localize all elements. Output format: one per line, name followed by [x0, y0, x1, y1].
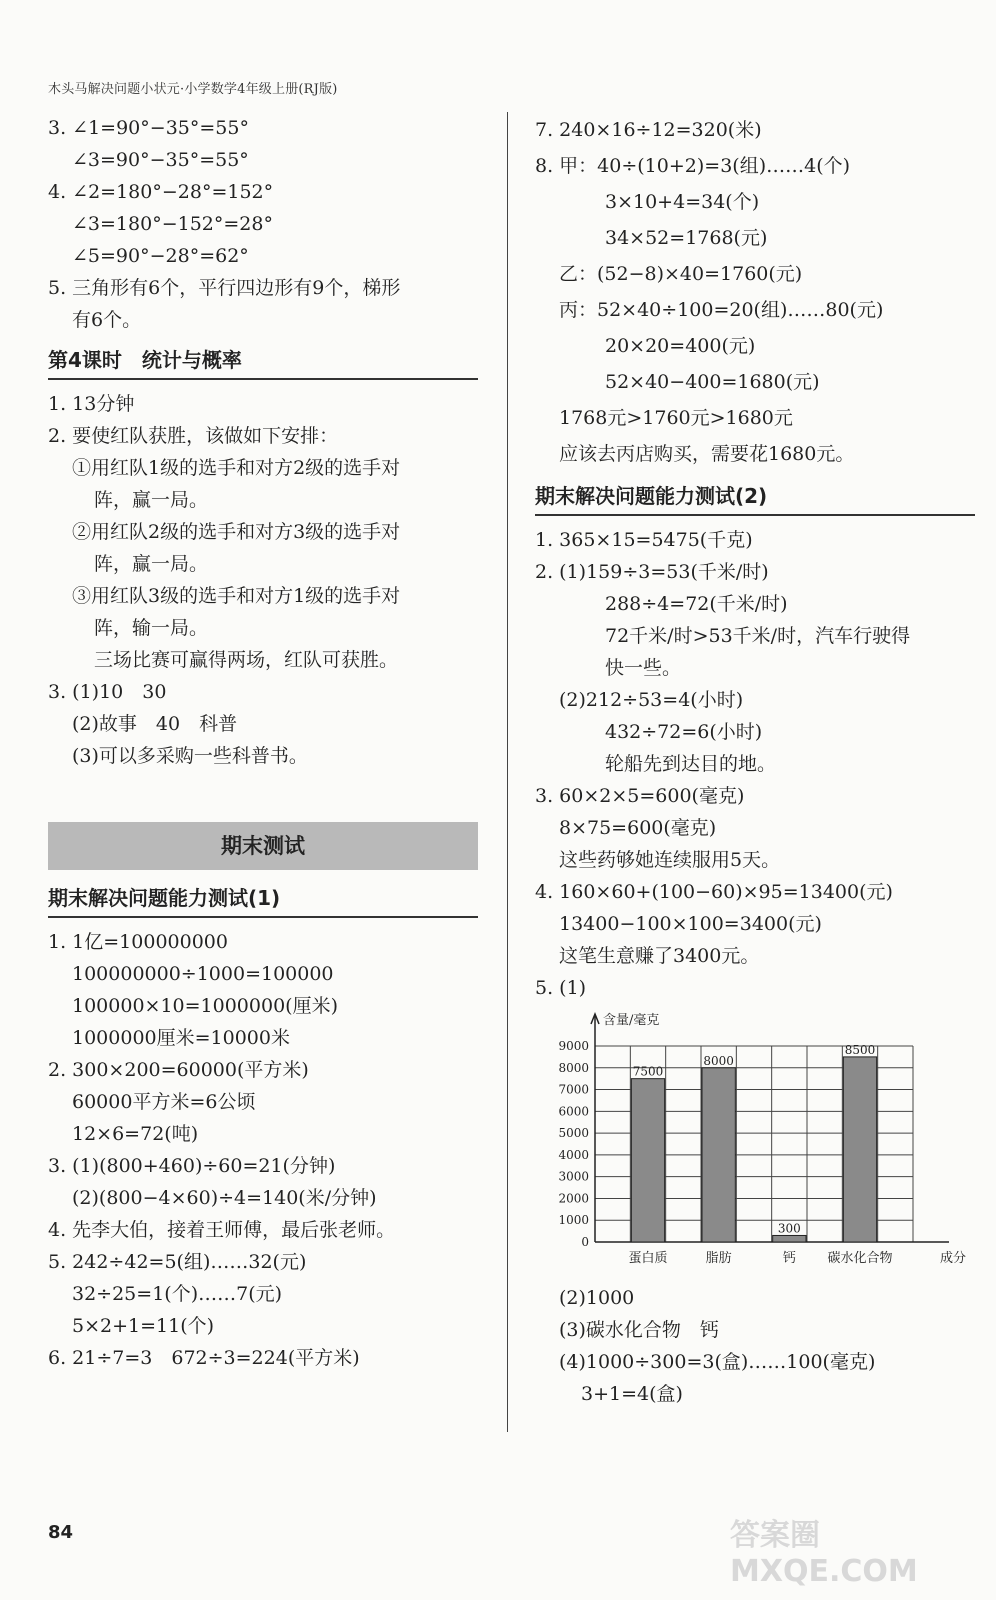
answer-line: 应该去丙店购买，需要花1680元。 — [559, 443, 855, 465]
running-header: 木头马解决问题小状元·小学数学4年级上册(RJ版) — [48, 82, 338, 97]
right-column — [535, 112, 975, 1410]
answer-line: 1000000厘米=10000米 — [72, 1027, 290, 1049]
bar — [702, 1068, 735, 1242]
x-tick-label: 碳水化合物 — [827, 1251, 893, 1266]
answer-line: 34×52=1768(元) — [605, 227, 768, 249]
bar-data-label: 8000 — [703, 1053, 734, 1068]
answer-line: 阵，赢一局。 — [94, 553, 209, 575]
answer-line: 13400−100×100=3400(元) — [559, 913, 822, 935]
answer-line: 2. 要使红队获胜，该做如下安排： — [48, 425, 339, 447]
answer-line: 阵，输一局。 — [94, 617, 209, 639]
y-tick-label: 5000 — [558, 1126, 589, 1141]
bar — [631, 1079, 664, 1242]
answer-line: 1. 1亿=100000000 — [48, 931, 228, 953]
bar-data-label: 7500 — [632, 1064, 664, 1079]
y-tick-label: 7000 — [558, 1082, 589, 1097]
answer-line: ③用红队3级的选手和对方1级的选手对 — [72, 585, 401, 607]
x-tick-label: 蛋白质 — [628, 1251, 668, 1266]
answer-line: 有6个。 — [72, 309, 142, 331]
answer-line: (2)212÷53=4(小时) — [559, 689, 744, 711]
answer-line: 52×40−400=1680(元) — [605, 371, 820, 393]
answer-line: 6. 21÷7=3 672÷3=224(平方米) — [48, 1347, 360, 1369]
answer-line: 5×2+1=11(个) — [72, 1315, 215, 1337]
answer-line: 乙：(52−8)×40=1760(元) — [559, 263, 803, 285]
nutrition-bar-chart — [535, 1006, 975, 1276]
answer-line: 288÷4=72(千米/时) — [605, 593, 788, 615]
x-tick-label: 脂肪 — [705, 1251, 732, 1266]
answer-line: 4. 160×60+(100−60)×95=13400(元) — [535, 881, 893, 903]
answer-line: 3. (1)10 30 — [48, 681, 167, 703]
answer-line: (2)1000 — [559, 1287, 635, 1309]
answer-line: 三场比赛可赢得两场，红队可获胜。 — [94, 649, 399, 671]
answer-line: 3. ∠1=90°−35°=55° — [48, 117, 249, 139]
answer-line: 这笔生意赚了3400元。 — [559, 945, 760, 967]
answer-line: ∠5=90°−28°=62° — [72, 245, 249, 267]
answer-line: 1768元>1760元>1680元 — [559, 407, 793, 429]
bar-data-label: 8500 — [844, 1042, 876, 1057]
answer-line: 3. 60×2×5=600(毫克) — [535, 785, 745, 807]
y-axis-label: 含量/毫克 — [603, 1013, 660, 1028]
answer-line: 1. 365×15=5475(千克) — [535, 529, 753, 551]
answer-line: 5. 242÷42=5(组)……32(元) — [48, 1251, 307, 1273]
answer-line: ②用红队2级的选手和对方3级的选手对 — [72, 521, 401, 543]
left-block-3 — [48, 926, 478, 1374]
answer-line: (2)故事 40 科普 — [72, 713, 238, 735]
y-tick-label: 6000 — [558, 1104, 589, 1119]
answer-line: 4. 先李大伯，接着王师傅，最后张老师。 — [48, 1219, 396, 1241]
answer-line: 72千米/时>53千米/时，汽车行驶得 — [605, 625, 911, 647]
left-block-2 — [48, 388, 478, 772]
y-tick-label: 2000 — [558, 1191, 589, 1206]
answer-line: 1. 13分钟 — [48, 393, 135, 415]
answer-line: 20×20=400(元) — [605, 335, 756, 357]
y-tick-label: 8000 — [558, 1060, 589, 1075]
section-title-final-test-1: 期末解决问题能力测试(1) — [48, 884, 478, 918]
answer-line: (3)可以多采购一些科普书。 — [72, 745, 308, 767]
answer-line: 快一些。 — [605, 657, 682, 679]
answer-line: 2. 300×200=60000(平方米) — [48, 1059, 309, 1081]
answer-line: ∠3=180°−152°=28° — [72, 213, 273, 235]
left-column — [48, 112, 478, 1374]
bar — [773, 1235, 806, 1242]
answer-line: 3+1=4(盒) — [581, 1383, 683, 1405]
bar-chart-svg — [535, 1006, 975, 1276]
answer-line: 这些药够她连续服用5天。 — [559, 849, 781, 871]
x-axis-label: 成分 — [939, 1251, 967, 1266]
watermark-logo: 答案圈 MXQE.COM — [730, 1518, 918, 1589]
right-block-1 — [535, 112, 975, 472]
answer-line: 60000平方米=6公顷 — [72, 1091, 256, 1113]
answer-line: 100000×10=1000000(厘米) — [72, 995, 338, 1017]
y-tick-label: 0 — [581, 1235, 589, 1249]
bar-data-label: 300 — [777, 1221, 801, 1236]
answer-line: 12×6=72(吨) — [72, 1123, 199, 1145]
answer-line: 5. (1) — [535, 977, 587, 999]
final-test-banner: 期末测试 — [48, 822, 478, 870]
answer-line: 7. 240×16÷12=320(米) — [535, 119, 762, 141]
answer-line: 阵，赢一局。 — [94, 489, 209, 511]
column-divider — [507, 112, 508, 1432]
right-block-2 — [535, 524, 975, 1004]
answer-line: 丙：52×40÷100=20(组)……80(元) — [559, 299, 884, 321]
answer-line: (4)1000÷300=3(盒)……100(毫克) — [559, 1351, 876, 1373]
page-number: 84 — [48, 1522, 74, 1543]
y-tick-label: 4000 — [558, 1147, 589, 1162]
answer-line: ∠3=90°−35°=55° — [72, 149, 249, 171]
section-title-lesson-4: 第4课时 统计与概率 — [48, 346, 478, 380]
answer-line: 432÷72=6(小时) — [605, 721, 763, 743]
answer-line: 3×10+4=34(个) — [605, 191, 760, 213]
answer-line: 3. (1)(800+460)÷60=21(分钟) — [48, 1155, 336, 1177]
y-tick-label: 1000 — [558, 1213, 589, 1228]
answer-line: 8×75=600(毫克) — [559, 817, 717, 839]
answer-line: ①用红队1级的选手和对方2级的选手对 — [72, 457, 401, 479]
answer-line: 8. 甲：40÷(10+2)=3(组)……4(个) — [535, 155, 851, 177]
answer-line: 2. (1)159÷3=53(千米/时) — [535, 561, 769, 583]
bar — [843, 1057, 876, 1242]
answer-line: 4. ∠2=180°−28°=152° — [48, 181, 274, 203]
x-tick-label: 钙 — [782, 1251, 796, 1266]
answer-line: 32÷25=1(个)……7(元) — [72, 1283, 283, 1305]
answer-line: 5. 三角形有6个，平行四边形有9个，梯形 — [48, 277, 401, 299]
section-title-final-test-2: 期末解决问题能力测试(2) — [535, 482, 975, 516]
answer-line: (2)(800−4×60)÷4=140(米/分钟) — [72, 1187, 377, 1209]
y-tick-label: 3000 — [558, 1169, 589, 1184]
y-tick-label: 9000 — [558, 1039, 589, 1053]
answer-line: (3)碳水化合物 钙 — [559, 1319, 719, 1341]
left-block-1 — [48, 112, 478, 336]
answer-line: 轮船先到达目的地。 — [605, 753, 777, 775]
answer-line: 100000000÷1000=100000 — [72, 963, 334, 985]
right-block-3 — [535, 1282, 975, 1410]
